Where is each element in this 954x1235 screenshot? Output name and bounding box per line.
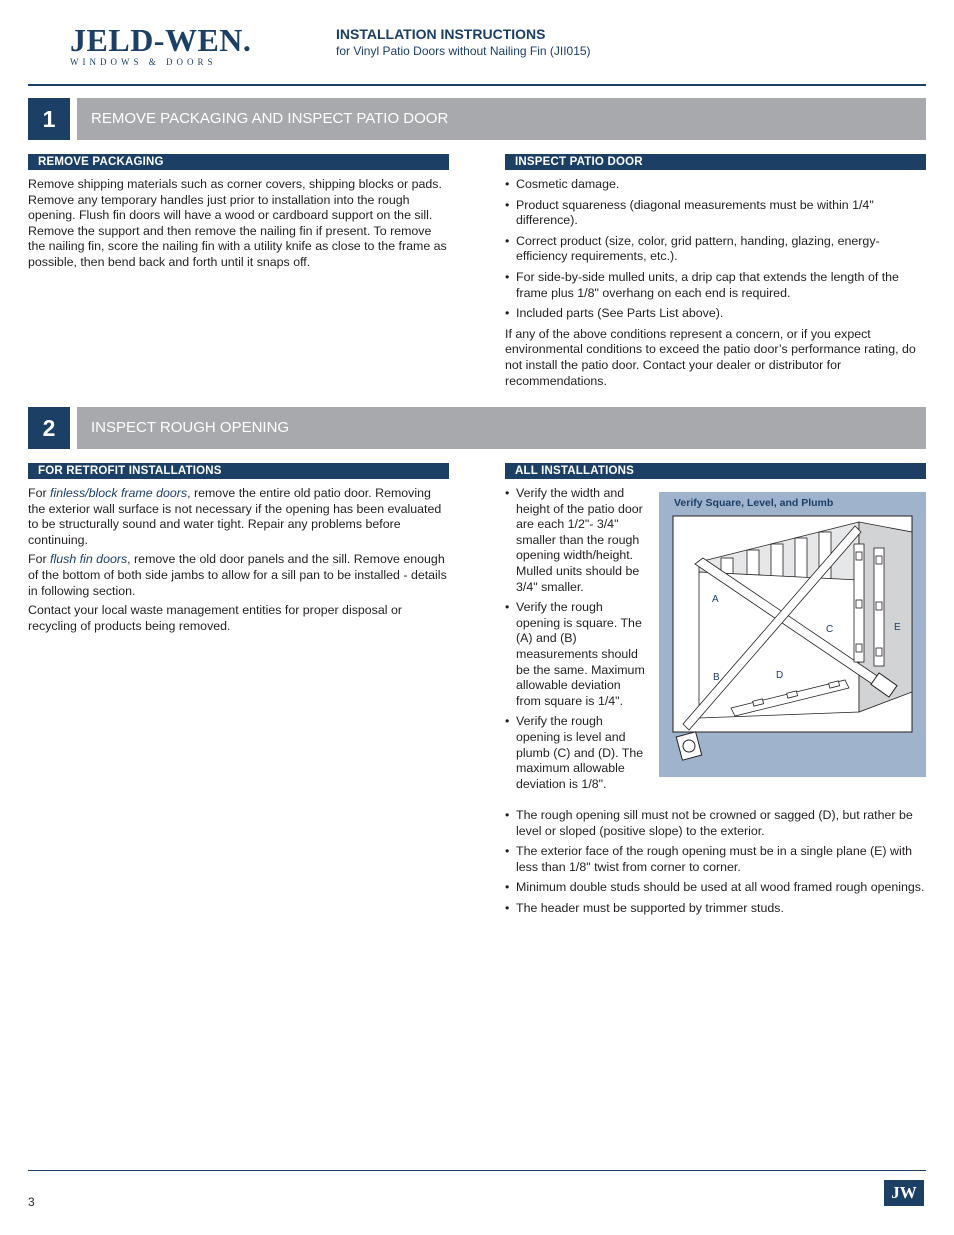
flush-fin-term: flush fin doors — [50, 552, 128, 567]
logo-tagline: WINDOWS & DOORS — [70, 57, 217, 67]
retrofit-text — [28, 486, 448, 638]
list-item: • Cosmetic damage. — [505, 177, 926, 193]
inspect-patio-door-content — [505, 177, 926, 393]
section-1-number: 1 — [28, 98, 70, 140]
list-item: • The exterior face of the rough opening must be in a single plane (E) with less than 1/8" twist from corner to corner. — [505, 844, 926, 875]
section-1-header — [28, 98, 926, 140]
figure-caption: Verify Square, Level, and Plumb — [674, 497, 834, 509]
all-installations-narrow — [505, 486, 648, 797]
label-d: D — [776, 670, 784, 681]
all-installations-wide — [505, 808, 926, 922]
logo-brand: JELD-WEN. — [70, 22, 252, 58]
remove-packaging-text — [28, 177, 448, 275]
list-item: • For side-by-side mulled units, a drip cap that extends the length of the frame plus 1/8" overhang on each end is required. — [505, 270, 926, 301]
retrofit-paragraph-3: Contact your local waste management entities for proper disposal or recycling of products being removed. — [28, 603, 402, 633]
list-item: • The header must be supported by trimmer studs. — [505, 901, 926, 917]
list-item: • Correct product (size, color, grid pattern, handing, glazing, energy-efficiency requirements, etc.). — [505, 234, 926, 265]
page-number: 3 — [28, 1195, 35, 1209]
inspect-patio-door-heading: INSPECT PATIO DOOR — [505, 154, 926, 170]
all-installations-list-narrow — [505, 486, 648, 792]
header-rule — [28, 84, 926, 86]
list-item: • Included parts (See Parts List above). — [505, 306, 926, 322]
list-item: • Verify the width and height of the patio door are each 1/2"- 3/4" smaller than the rough opening width/height. Mulled units should be 3/4" smaller. — [505, 486, 648, 595]
retrofit-heading: FOR RETROFIT INSTALLATIONS — [28, 463, 449, 479]
rough-opening-illustration — [659, 492, 926, 777]
retrofit-paragraph-2: For flush fin doors, remove the old door panels and the sill. Remove enough of the bottom of both side jambs to allow for a sill pan to be installed - details in following section. — [28, 552, 447, 598]
finless-term: finless/block frame doors — [50, 486, 188, 500]
label-c: C — [826, 624, 834, 635]
label-b: B — [713, 672, 720, 683]
label-a: A — [712, 594, 719, 605]
section-1-title: REMOVE PACKAGING AND INSPECT PATIO DOOR — [77, 98, 926, 140]
document-subtitle: for Vinyl Patio Doors without Nailing Fin (JII015) — [336, 44, 591, 58]
remove-packaging-heading: REMOVE PACKAGING — [28, 154, 449, 170]
remove-packaging-paragraph: Remove shipping materials such as corner covers, shipping blocks or pads. Remove any temporary handles just prior to installation into the rough opening. Flush fin doors will have a wood or cardboard support on the sill. Remove the support and then remove the nailing fin if present. To remove the nailing fin, score the nailing fin with a utility knife as close to the frame as possible, then bend back and forth until it snaps off. — [28, 177, 447, 269]
list-item: • Verify the rough opening is square. The (A) and (B) measurements should be the same. Maximum allowable deviation from square is 1/4". — [505, 600, 648, 709]
all-installations-heading: ALL INSTALLATIONS — [505, 463, 926, 479]
section-2-header — [28, 407, 926, 449]
retrofit-paragraph-1: For finless/block frame doors, remove the entire old patio door. Removing the exterior wall surface is not necessary if the opening has been evaluated to be structurally sound and water tight. Repair any problems before continuing. — [28, 486, 442, 547]
jw-monogram-logo: JW — [884, 1180, 924, 1206]
section-2-title: INSPECT ROUGH OPENING — [77, 407, 926, 449]
footer-rule — [28, 1170, 926, 1171]
label-e: E — [894, 622, 901, 633]
list-item: • Verify the rough opening is level and plumb (C) and (D). The maximum allowable deviation is 1/8". — [505, 714, 648, 792]
list-item: • Minimum double studs should be used at all wood framed rough openings. — [505, 880, 926, 896]
inspect-patio-door-note: If any of the above conditions represent a concern, or if you expect environmental conditions to exceed the patio door’s performance rating, do not install the patio door. Contact your dealer or distributor for recommendations. — [505, 326, 916, 388]
square-level-plumb-figure — [659, 492, 926, 777]
list-item: • Product squareness (diagonal measurements must be within 1/4" difference). — [505, 198, 926, 229]
inspect-patio-door-list — [505, 177, 926, 322]
document-title: INSTALLATION INSTRUCTIONS — [336, 26, 546, 42]
list-item: • The rough opening sill must not be crowned or sagged (D), but rather be level or sloped (positive slope) to the exterior. — [505, 808, 926, 839]
jeld-wen-logo — [70, 24, 260, 68]
all-installations-list-wide — [505, 808, 926, 917]
section-2-number: 2 — [28, 407, 70, 449]
